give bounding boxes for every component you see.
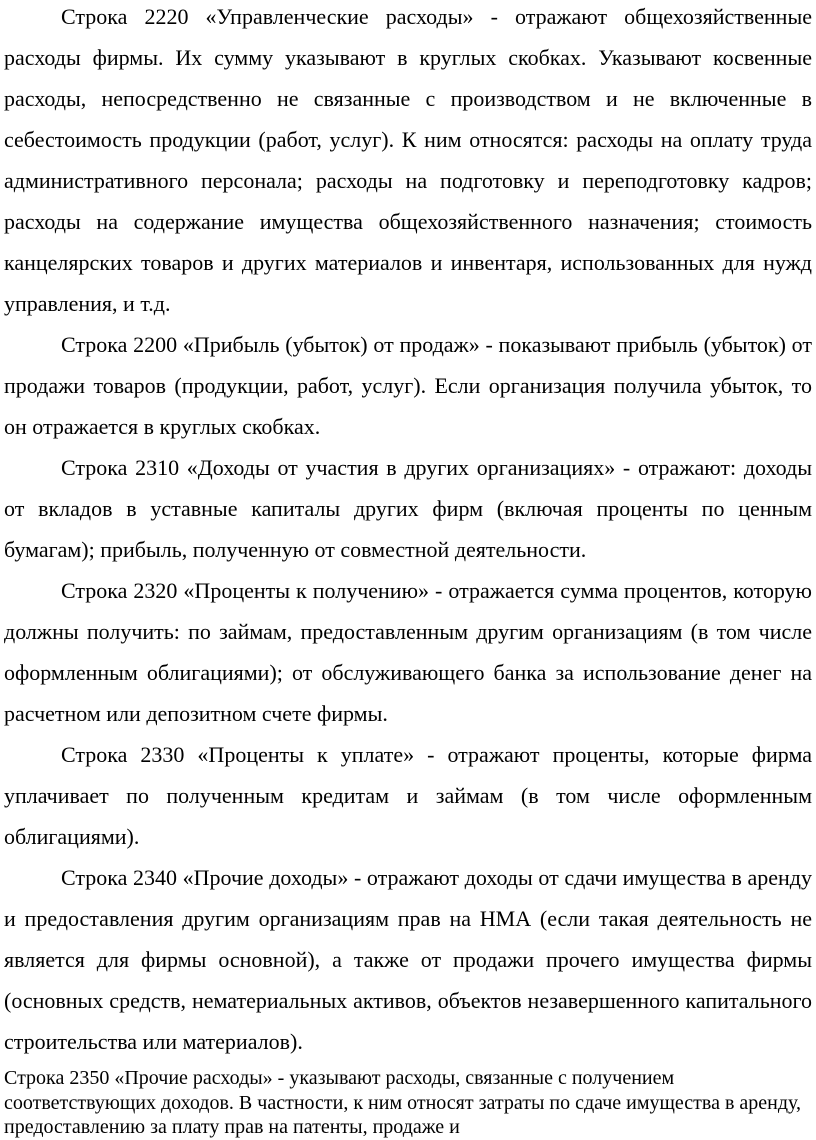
- paragraph-line-2340: Строка 2340 «Прочие доходы» - отражают доходы от сдачи имущества в аренду и предоставления другим организациям прав на НМА (если такая деятельность не является для фирмы основной), а также от продажи прочего имущества фирмы (основных средств, нематериальных активов, объектов незавершенного капитального строительства или материалов).: [4, 865, 812, 1054]
- paragraph-line-2220: Строка 2220 «Управленческие расходы» - отражают общехозяйственные расходы фирмы. Их сумму указывают в круглых скобках. Указывают косвенные расходы, непосредственно не связанные с производством и не включенные в себестоимость продукции (работ, услуг). К ним относятся: расходы на оплату труда административного персонала; расходы на подготовку и переподготовку кадров; расходы на содержание имущества общехозяйственного назначения; стоимость канцелярских товаров и других материалов и инвентаря, использованных для нужд управления, и т.д.: [4, 4, 812, 316]
- paragraph-line-2350: Строка 2350 «Прочие расходы» - указывают расходы, связанные с получением соответствующих доходов. В частности, к ним относят затраты по сдаче имущества в аренду, предоставлению за плату прав на патенты, продаже и: [4, 1067, 802, 1138]
- paragraph-line-2310: Строка 2310 «Доходы от участия в других организациях» - отражают: доходы от вкладов в уставные капиталы других фирм (включая проценты по ценным бумагам); прибыль, полученную от совместной деятельности.: [4, 455, 812, 562]
- paragraph-line-2320: Строка 2320 «Проценты к получению» - отражается сумма процентов, которую должны получить: по займам, предоставленным другим организациям (в том числе оформленным облигациями); от обслуживающего банка за использование денег на расчетном или депозитном счете фирмы.: [4, 578, 812, 726]
- document-page: [4, 0, 812, 1140]
- paragraph-line-2330: Строка 2330 «Проценты к уплате» - отражают проценты, которые фирма уплачивает по полученным кредитам и займам (в том числе оформленным облигациями).: [4, 742, 812, 849]
- paragraph-line-2200: Строка 2200 «Прибыль (убыток) от продаж» - показывают прибыль (убыток) от продажи товаров (продукции, работ, услуг). Если организация получила убыток, то он отражается в круглых скобках.: [4, 332, 812, 439]
